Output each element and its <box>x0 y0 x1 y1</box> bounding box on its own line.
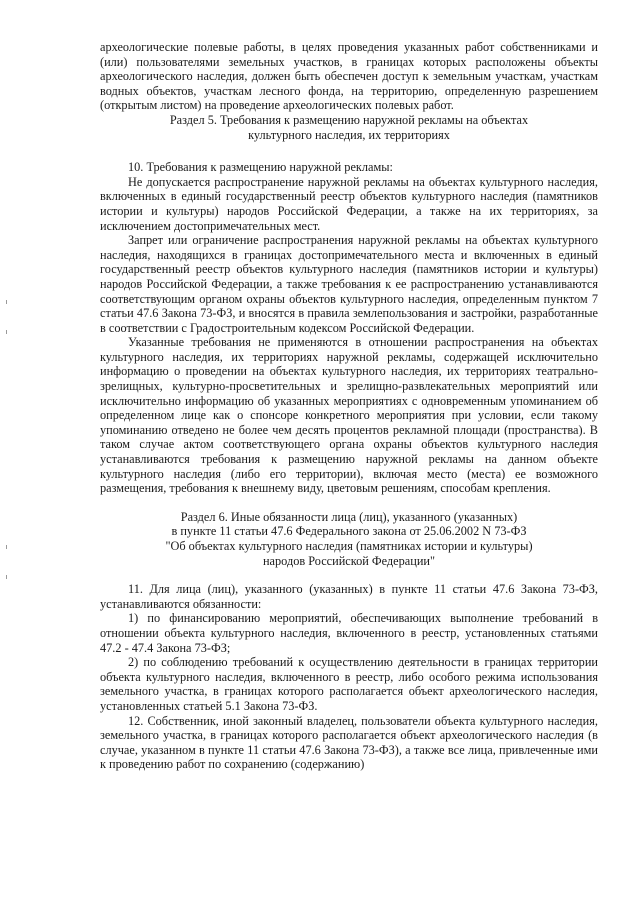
scan-mark <box>6 300 7 304</box>
section6-title-line1: Раздел 6. Иные обязанности лица (лиц), указанного (указанных) <box>180 509 518 524</box>
item10-heading: 10. Требования к размещению наружной рекламы: <box>128 160 393 175</box>
scan-mark <box>6 545 7 549</box>
item11-sub2: 2) по соблюдению требований к осуществлению деятельности в границах территории объекта культурного наследия, включенного в реестр, либо особого режима использования земельного участка, в границах которого располагается объект археологического наследия, установленных статьей 5.1 Закона 73-ФЗ. <box>100 655 598 713</box>
item10-para3: Указанные требования не применяются в отношении распространения на объектах культурного наследия, их территориях наружной рекламы, содержащей исключительно информацию о проведении на объектах культурного наследия, их территориях театрально-зрелищных, культурно-просветительных и зрелищно-развлекательных мероприятий или исключительно информацию об указанных мероприятиях с одновременным упоминанием об определенном лице как о спонсоре конкретного мероприятия при условии, если такому упоминанию отведено не более чем десять процентов рекламной площади (пространства). В таком случае актом соответствующего органа охраны объектов культурного наследия устанавливаются требования к размещению наружной рекламы на данном объекте культурного наследия (либо его территории), включая место (места) ее возможного размещения, требования к внешнему виду, цветовым решениям, способам крепления. <box>100 335 598 496</box>
document-page <box>100 40 598 772</box>
scan-mark <box>6 575 7 579</box>
intro-paragraph: археологические полевые работы, в целях проведения указанных работ собственниками и (или) пользователями земельных участков, в границах которых расположены объекты археологического наследия, должен быть обеспечен доступ к земельным участкам, участкам водных объектов, участкам лесного фонда, на территорию, определенную разрешением (открытым листом) на проведение археологических полевых работ. <box>100 40 598 113</box>
section6-title-line2: в пункте 11 статьи 47.6 Федерального закона от 25.06.2002 N 73-ФЗ <box>171 524 527 539</box>
item12-para: 12. Собственник, иной законный владелец, пользователи объекта культурного наследия, земельного участка, в границах которого располагается объект археологического наследия (в случае, указанном в пункте 11 статьи 47.6 Закона 73-ФЗ), а также все лица, привлеченные ими к проведению работ по сохранению (содержанию) <box>100 713 598 772</box>
section5-title-line1: Раздел 5. Требования к размещению наружной рекламы на объектах <box>169 112 529 127</box>
section6-title-line3: "Об объектах культурного наследия (памятниках истории и культуры) <box>165 539 533 553</box>
item11-intro: 11. Для лица (лиц), указанного (указанных) в пункте 11 статьи 47.6 Закона 73-ФЗ, устанавливаются обязанности: <box>100 582 598 611</box>
section6-title-line4: народов Российской Федерации" <box>262 553 436 568</box>
item10-para2: Запрет или ограничение распространения наружной рекламы на объектах культурного наследия, находящихся в границах достопримечательного места и включенных в единый государственный реестр объектов культурного наследия (памятников истории и культуры) народов Российской Федерации, а также требования к ее распространению устанавливаются соответствующим органом охраны объектов культурного наследия, определенным пунктом 7 статьи 47.6 Закона 73-ФЗ, и вносятся в правила землепользования и застройки, разработанные в соответствии с Градостроительным кодексом Российской Федерации. <box>100 233 598 335</box>
item10-para1: Не допускается распространение наружной рекламы на объектах культурного наследия, включенных в единый государственный реестр объектов культурного наследия (памятников истории и культуры) народов Российской Федерации, а также на их территориях, за исключением достопримечательных мест. <box>100 174 598 233</box>
item11-sub1: 1) по финансированию мероприятий, обеспечивающих выполнение требований в отношении объекта культурного наследия, включенного в реестр, установленных статьями 47.2 - 47.4 Закона 73-ФЗ; <box>100 611 598 655</box>
section5-title-line2: культурного наследия, их территориях <box>248 127 450 142</box>
scan-mark <box>6 330 7 334</box>
